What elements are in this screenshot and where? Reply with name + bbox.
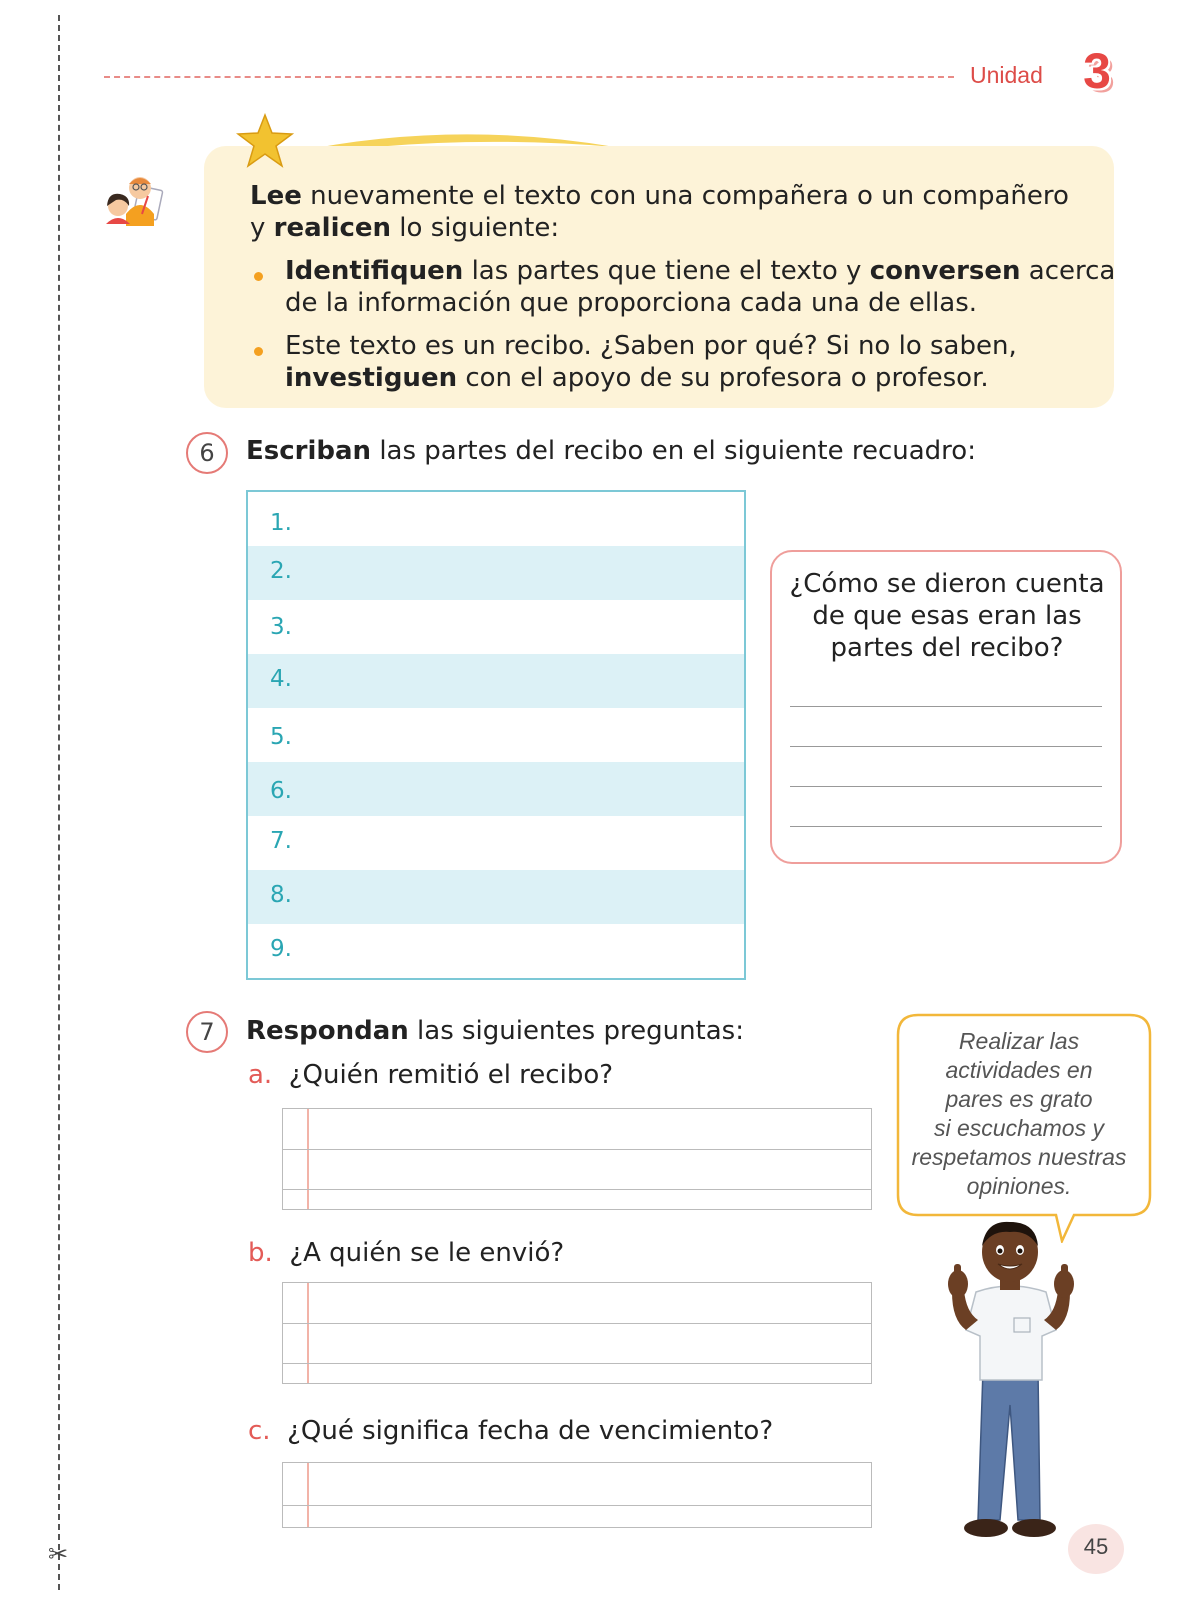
speech-line: si escuchamos y — [933, 1115, 1104, 1141]
parts-table — [246, 490, 746, 980]
margin-line — [307, 1283, 309, 1383]
row-number: 4. — [270, 666, 292, 692]
question-text: ¿Quién remitió el recibo? — [288, 1060, 614, 1090]
rule-line — [283, 1323, 871, 1324]
question-letter: b. — [248, 1238, 273, 1268]
bullet-text: acerca — [1020, 256, 1116, 286]
row-number: 2. — [270, 558, 292, 584]
question-text: las partes del recibo en el siguiente recuadro: — [371, 436, 976, 466]
row-number: 6. — [270, 778, 292, 804]
table-row[interactable] — [248, 492, 744, 546]
table-row[interactable] — [248, 870, 744, 924]
instruction-line-1 — [250, 180, 1069, 212]
table-row[interactable] — [248, 600, 744, 654]
question-text: ¿Qué significa fecha de vencimiento? — [287, 1416, 774, 1446]
question-6-prompt — [246, 436, 976, 466]
unit-number-badge: 3 — [1083, 43, 1111, 99]
bullet-icon — [254, 272, 263, 281]
cut-line — [58, 15, 60, 1590]
answer-line[interactable] — [790, 826, 1102, 827]
question-7-prompt — [246, 1016, 744, 1046]
table-row[interactable] — [248, 654, 744, 708]
reflection-question: ¿Cómo se dieron cuenta de que esas eran las partes del recibo? — [789, 569, 1105, 663]
question-a — [248, 1060, 613, 1090]
question-6-number: 6 — [186, 432, 228, 474]
answer-box-b[interactable] — [282, 1282, 872, 1384]
verb-escriban: Escriban — [246, 436, 372, 466]
bullet-text: las partes que tiene el texto y — [463, 256, 870, 286]
speech-line: actividades en — [945, 1057, 1093, 1083]
scissors-icon: ✂ — [48, 1540, 69, 1568]
question-text: ¿A quién se le envió? — [289, 1238, 565, 1268]
instruction-text: nuevamente el texto con una compañera o un compañero — [301, 181, 1069, 211]
table-row[interactable] — [248, 924, 744, 978]
header-divider — [104, 76, 954, 78]
rule-line — [283, 1505, 871, 1506]
answer-line[interactable] — [790, 786, 1102, 787]
speech-line: respetamos nuestras — [911, 1144, 1127, 1170]
question-b — [248, 1238, 564, 1268]
rule-line — [283, 1149, 871, 1150]
instruction-text: y — [250, 213, 274, 243]
bullet-2-line-1: Este texto es un recibo. ¿Saben por qué? Si no lo saben, — [285, 331, 1017, 361]
instruction-verb-realicen: realicen — [273, 213, 392, 243]
instruction-text: lo siguiente: — [391, 213, 560, 243]
instruction-verb-lee: Lee — [250, 181, 302, 211]
margin-line — [307, 1463, 309, 1527]
boy-illustration — [938, 1220, 1088, 1550]
question-letter: a. — [248, 1060, 273, 1090]
question-letter: c. — [248, 1416, 271, 1446]
verb-respondan: Respondan — [246, 1016, 409, 1046]
row-number: 7. — [270, 828, 292, 854]
rule-line — [283, 1189, 871, 1190]
speech-text — [905, 1027, 1133, 1201]
question-text: las siguientes preguntas: — [408, 1016, 744, 1046]
instruction-line-2 — [250, 212, 559, 244]
rule-line — [283, 1363, 871, 1364]
verb-investiguen: investiguen — [285, 363, 458, 393]
answer-box-c[interactable] — [282, 1462, 872, 1528]
row-number: 5. — [270, 724, 292, 750]
bullet-icon — [254, 347, 263, 356]
page-number: 45 — [1083, 1534, 1109, 1559]
bullet-2-line-2 — [285, 362, 989, 394]
row-number: 8. — [270, 882, 292, 908]
row-number: 1. — [270, 510, 292, 536]
table-row[interactable] — [248, 708, 744, 762]
verb-identifiquen: Identifiquen — [285, 256, 464, 286]
question-c — [248, 1416, 773, 1446]
speech-line: opiniones. — [966, 1173, 1072, 1199]
table-row[interactable] — [248, 762, 744, 816]
bullet-text: con el apoyo de su profesora o profesor. — [457, 363, 989, 393]
star-icon — [236, 113, 294, 169]
row-number: 9. — [270, 936, 292, 962]
bullet-1-line-1 — [285, 255, 1115, 287]
verb-conversen: conversen — [869, 256, 1021, 286]
speech-line: pares es grato — [945, 1086, 1093, 1112]
answer-line[interactable] — [790, 746, 1102, 747]
table-row[interactable] — [248, 816, 744, 870]
table-row[interactable] — [248, 546, 744, 600]
answer-line[interactable] — [790, 706, 1102, 707]
bullet-1-line-2: de la información que proporciona cada una de ellas. — [285, 288, 978, 318]
unit-label: Unidad — [970, 62, 1043, 88]
answer-box-a[interactable] — [282, 1108, 872, 1210]
margin-line — [307, 1109, 309, 1209]
row-number: 3. — [270, 614, 292, 640]
question-7-number: 7 — [186, 1011, 228, 1053]
pair-work-icon — [102, 174, 164, 226]
speech-line: Realizar las — [958, 1028, 1080, 1054]
